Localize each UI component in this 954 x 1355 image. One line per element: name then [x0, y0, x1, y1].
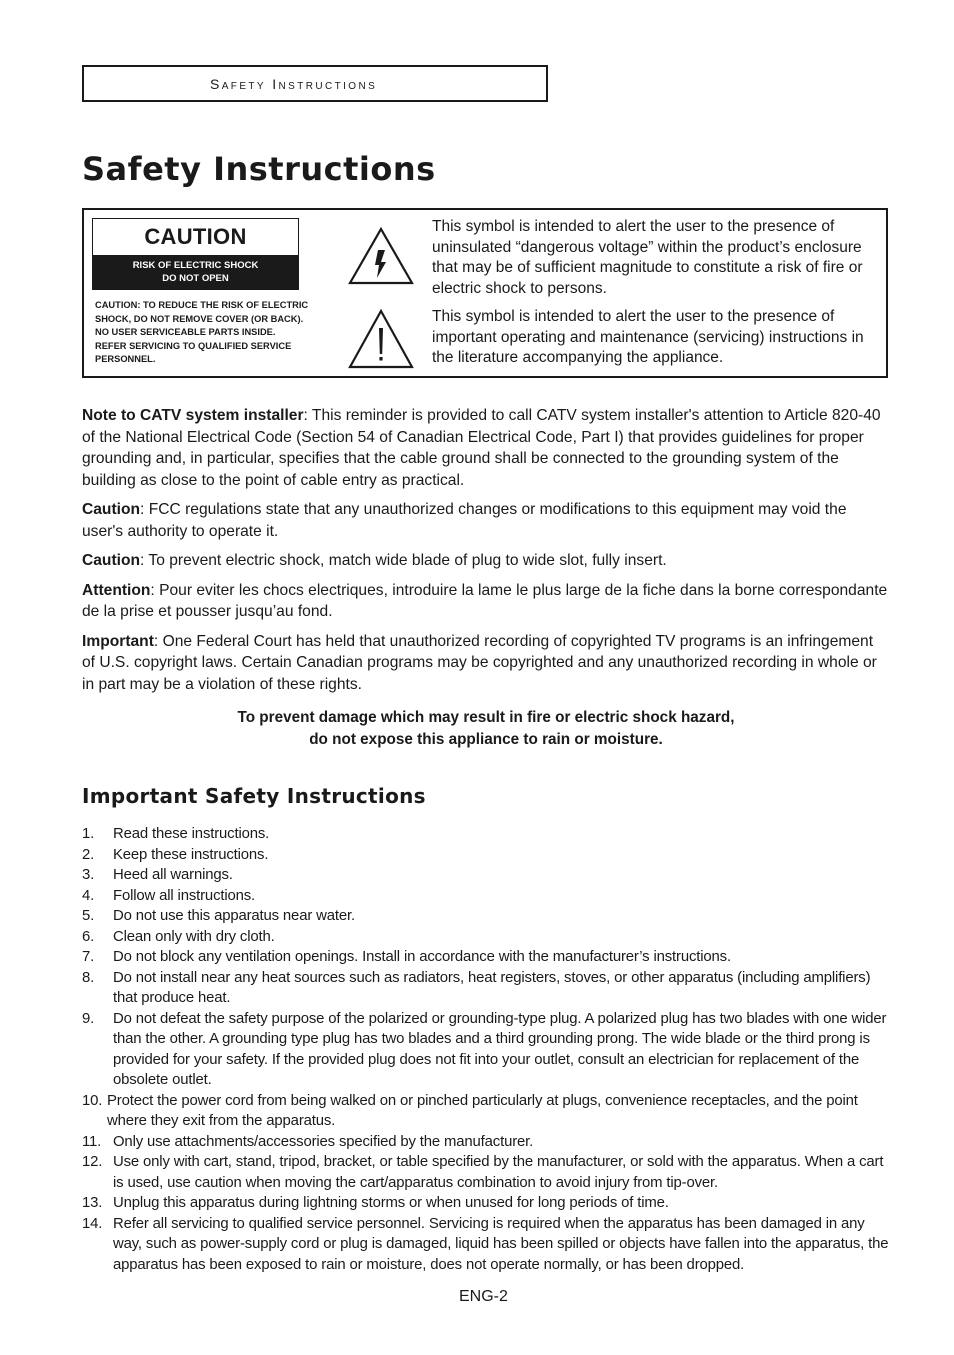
item-text: Follow all instructions. — [113, 887, 256, 904]
item-number: 2. — [82, 846, 95, 863]
item-number: 5. — [82, 908, 95, 924]
list-item — [82, 1009, 894, 1091]
list-item — [82, 927, 894, 948]
risk-line-2: DO NOT OPEN — [162, 273, 229, 284]
item-number: 13. — [82, 1195, 103, 1211]
lightning-triangle-icon — [347, 226, 415, 286]
list-item — [82, 845, 894, 866]
item-number: 12. — [82, 1154, 103, 1170]
list-item — [82, 968, 894, 1009]
warning-line-1: To prevent damage which may result in fire or electric shock hazard, — [237, 709, 735, 726]
item-text: Heed all warnings. — [113, 867, 233, 883]
item-text: Protect the power cord from being walked on or pinched particularly at plugs, convenience receptacles, and the point where they exit from the apparatus. — [107, 1092, 858, 1129]
list-item — [82, 1214, 894, 1276]
list-item — [82, 824, 894, 845]
list-item — [82, 1152, 894, 1193]
item-number: 8. — [82, 969, 95, 986]
item-number: 6. — [82, 928, 95, 945]
caution-risk-banner — [93, 255, 298, 289]
rain-moisture-warning — [82, 707, 890, 750]
caution-label — [92, 218, 299, 290]
attention-symbol-text: This symbol is intended to alert the user to the presence of important operating and maintenance (servicing) instructions in the literature accompanying the appliance. — [432, 308, 864, 366]
risk-line-1: RISK OF ELECTRIC SHOCK — [132, 260, 259, 271]
item-number: 7. — [82, 949, 95, 965]
section-header — [82, 65, 548, 102]
item-number: 9. — [82, 1010, 95, 1027]
item-text: Unplug this apparatus during lightning storms or when unused for long periods of time. — [113, 1195, 669, 1211]
item-number: 14. — [82, 1215, 103, 1232]
note-label: Important — [82, 632, 154, 650]
note-text: : FCC regulations state that any unauthorized changes or modifications to this equipment may void the user's authority to operate it. — [82, 501, 847, 540]
item-number: 4. — [82, 887, 95, 904]
list-item — [82, 865, 894, 886]
item-text: Only use attachments/accessories specified by the manufacturer. — [113, 1133, 534, 1150]
item-text: Refer all servicing to qualified service personnel. Servicing is required when the apparatus has been damaged in any way, such as power-supply cord or plug is damaged, liquid has been spilled or objects have fallen into the apparatus, the apparatus has been exposed to rain or moisture, does not operate normally, or has been dropped. — [113, 1215, 889, 1273]
important-safety-title: Important Safety Instructions — [82, 784, 426, 808]
instruction-list — [82, 824, 894, 1275]
item-number: 1. — [82, 826, 95, 842]
section-header-label: Safety Instructions — [210, 75, 378, 92]
note-text: : To prevent electric shock, match wide blade of plug to wide slot, fully insert. — [140, 552, 667, 569]
list-item — [82, 906, 894, 927]
page-number: ENG-2 — [459, 1288, 508, 1305]
note-text: : This reminder is provided to call CATV system installer's attention to Article 820-40 of the National Electrical Code (Section 54 of Canadian Electrical Code, Part I) that provides guidelines for proper grounding and, in particular, specifies that the cable ground shall be connected to the grounding system of the building as close to the point of cable entry as practical. — [82, 407, 881, 489]
item-text: Read these instructions. — [113, 826, 270, 842]
list-item — [82, 1193, 894, 1214]
note-label: Attention — [82, 581, 151, 599]
item-number: 3. — [82, 867, 95, 883]
item-number: 10. — [82, 1092, 103, 1109]
list-item — [82, 947, 894, 968]
list-item — [82, 886, 894, 907]
item-text: Do not block any ventilation openings. Install in accordance with the manufacturer’s instructions. — [113, 949, 731, 965]
item-text: Do not install near any heat sources such as radiators, heat registers, stoves, or other apparatus (including amplifiers) that produce heat. — [113, 969, 871, 1006]
note-text: : Pour eviter les chocs electriques, introduire la lame le plus large de la fiche dans la borne correspondante de la prise et pousser jusqu’au fond. — [82, 581, 888, 620]
note-plug-caution — [82, 550, 890, 572]
item-text: Use only with cart, stand, tripod, bracket, or table specified by the manufacturer, or sold with the apparatus. When a cart is used, use caution when moving the cart/apparatus combination to avoid injury from tip-over. — [113, 1154, 884, 1191]
note-label: Note to CATV system installer — [82, 407, 304, 424]
note-text: : One Federal Court has held that unauthorized recording of copyrighted TV programs is an infringement of U.S. copyright laws. Certain Canadian programs may be copyrighted and any unauthorized recording in whole or in part may be a violation of these rights. — [82, 632, 877, 693]
note-label: Caution — [82, 552, 141, 569]
caution-panel — [82, 208, 888, 378]
caution-title: CAUTION — [144, 224, 247, 249]
item-text: Do not defeat the safety purpose of the polarized or grounding-type plug. A polarized plug has two blades with one wider than the other. A grounding type plug has two blades and a third grounding prong. The wide blade or the third prong is provided for your safety. If the provided plug does not fit into your outlet, consult an electrician for replacement of the obsolete outlet. — [113, 1010, 887, 1088]
item-text: Do not use this apparatus near water. — [113, 908, 355, 924]
exclamation-triangle-icon — [347, 308, 415, 370]
note-important — [82, 631, 890, 696]
note-fcc-caution — [82, 499, 890, 542]
notes-section — [82, 405, 890, 750]
page-title: Safety Instructions — [82, 150, 436, 188]
warning-line-2: do not expose this appliance to rain or moisture. — [309, 730, 663, 748]
list-item — [82, 1132, 894, 1153]
caution-fine-print: CAUTION: TO REDUCE THE RISK OF ELECTRIC SHOCK, DO NOT REMOVE COVER (OR BACK). NO USER SERVICEABLE PARTS INSIDE. REFER SERVICING TO QUALIFIED SERVICE PERSONNEL. — [95, 300, 309, 364]
item-text: Keep these instructions. — [113, 846, 269, 863]
note-catv — [82, 405, 890, 491]
list-item — [82, 1091, 894, 1132]
item-text: Clean only with dry cloth. — [113, 928, 275, 945]
note-attention — [82, 580, 890, 623]
voltage-symbol-text: This symbol is intended to alert the user to the presence of uninsulated “dangerous voltage” within the product’s enclosure that may be of sufficient magnitude to constitute a risk of fire or electric shock to persons. — [432, 218, 863, 297]
item-number: 11. — [82, 1133, 102, 1150]
note-label: Caution — [82, 501, 141, 518]
